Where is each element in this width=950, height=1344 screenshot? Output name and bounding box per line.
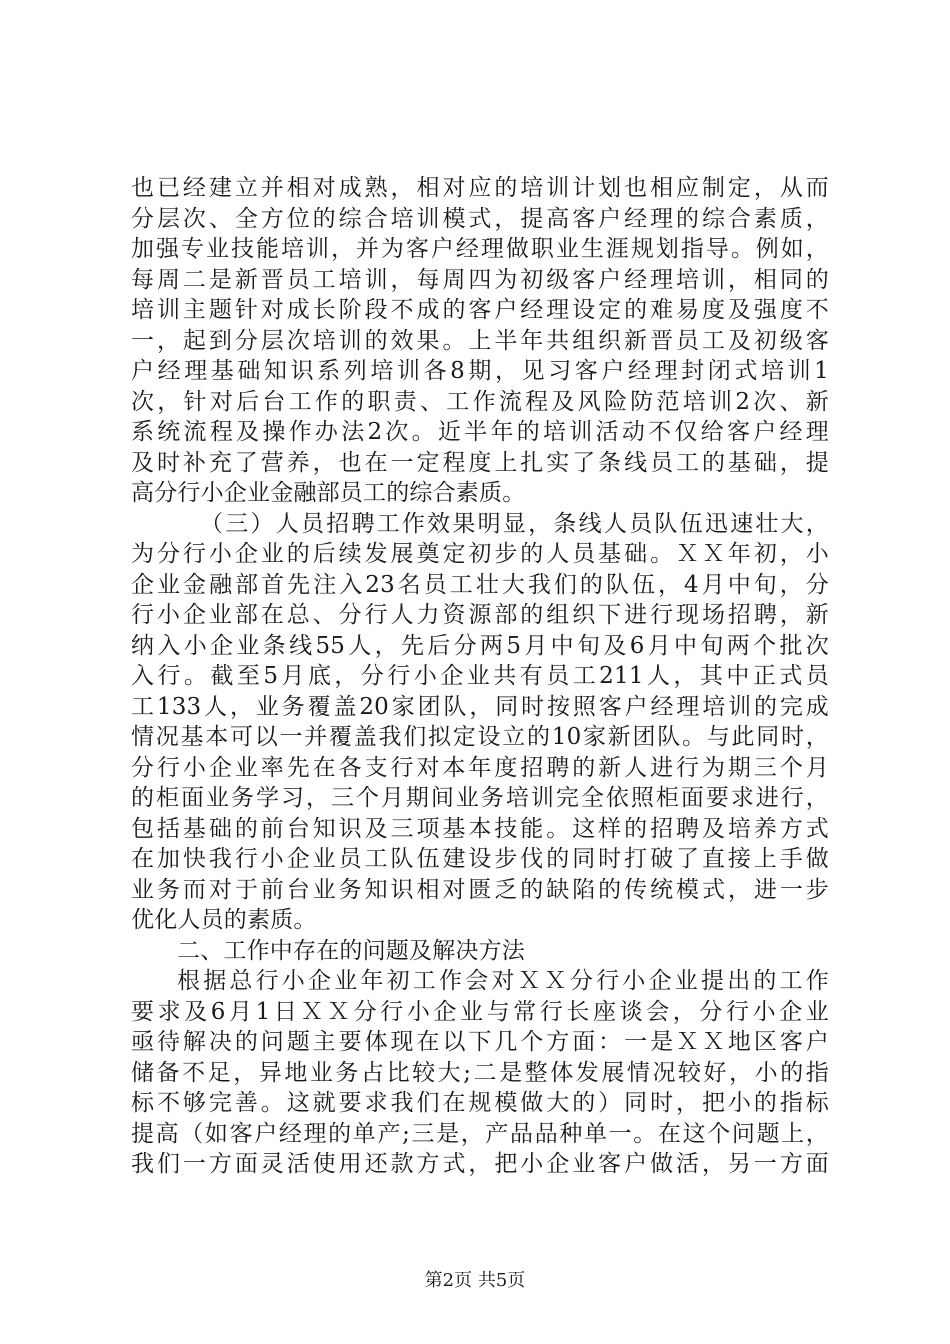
body-line: 提高（如客户经理的单产;三是，产品品种单一。在这个问题上，: [131, 1120, 829, 1147]
body-line: 系统流程及操作办法2次。近半年的培训活动不仅给客户经理: [131, 419, 829, 445]
body-line: 亟待解决的问题主要体现在以下几个方面：一是ＸＸ地区客户: [131, 1029, 829, 1055]
body-line: 也已经建立并相对成熟，相对应的培训计划也相应制定，从而: [131, 175, 829, 201]
body-line: 储备不足，异地业务占比较大;二是整体发展情况较好，小的指: [131, 1059, 829, 1086]
body-line: 在加快我行小企业员工队伍建设步伐的同时打破了直接上手做: [131, 846, 829, 872]
body-line: 业务而对于前台业务知识相对匮乏的缺陷的传统模式，进一步: [131, 876, 829, 903]
body-line: 高分行小企业金融部员工的综合素质。: [131, 480, 526, 506]
body-line: 每周二是新晋员工培训，每周四为初级客户经理培训，相同的: [131, 266, 829, 293]
body-line: 工133人，业务覆盖20家团队，同时按照客户经理培训的完成: [131, 693, 829, 720]
body-line: 的柜面业务学习，三个月期间业务培训完全依照柜面要求进行，: [131, 785, 829, 811]
body-line: （三）人员招聘工作效果明显，条线人员队伍迅速壮大，: [200, 510, 829, 537]
body-line: 纳入小企业条线55人，先后分两5月中旬及6月中旬两个批次: [131, 632, 829, 659]
body-line: 要求及6月1日ＸＸ分行小企业与常行长座谈会，分行小企业: [131, 998, 829, 1025]
body-line: 为分行小企业的后续发展奠定初步的人员基础。ＸＸ年初，小: [131, 541, 829, 567]
body-line: 分行小企业率先在各支行对本年度招聘的新人进行为期三个月: [131, 754, 829, 781]
document-body: [131, 173, 829, 1180]
page-number-footer: 第2页 共5页: [424, 1270, 526, 1291]
body-line: 户经理基础知识系列培训各8期，见习客户经理封闭式培训1: [131, 358, 829, 384]
body-line: 及时补充了营养，也在一定程度上扎实了条线员工的基础，提: [131, 449, 829, 476]
body-line: 一，起到分层次培训的效果。上半年共组织新晋员工及初级客: [131, 327, 829, 354]
body-line: 优化人员的素质。: [131, 907, 317, 933]
body-line: 包括基础的前台知识及三项基本技能。这样的招聘及培养方式: [131, 815, 829, 842]
body-line: 情况基本可以一并覆盖我们拟定设立的10家新团队。与此同时，: [131, 724, 829, 750]
body-line: 培训主题针对成长阶段不成的客户经理设定的难易度及强度不: [131, 297, 829, 323]
body-line: 入行。截至5月底，分行小企业共有员工211人，其中正式员: [131, 663, 829, 689]
body-line: 分层次、全方位的综合培训模式，提高客户经理的综合素质，: [131, 205, 829, 232]
body-line: 根据总行小企业年初工作会对ＸＸ分行小企业提出的工作: [177, 968, 829, 994]
body-line: 次，针对后台工作的职责、工作流程及风险防范培训2次、新: [131, 388, 829, 415]
body-line: 加强专业技能培训，并为客户经理做职业生涯规划指导。例如，: [131, 236, 829, 262]
body-line: 标不够完善。这就要求我们在规模做大的）同时，把小的指标: [131, 1090, 829, 1116]
body-line: 我们一方面灵活使用还款方式，把小企业客户做活，另一方面: [131, 1151, 829, 1177]
section-heading: 二、工作中存在的问题及解决方法: [177, 937, 525, 964]
body-line: 企业金融部首先注入23名员工壮大我们的队伍，4月中旬，分: [131, 571, 829, 598]
body-line: 行小企业部在总、分行人力资源部的组织下进行现场招聘，新: [131, 602, 829, 628]
